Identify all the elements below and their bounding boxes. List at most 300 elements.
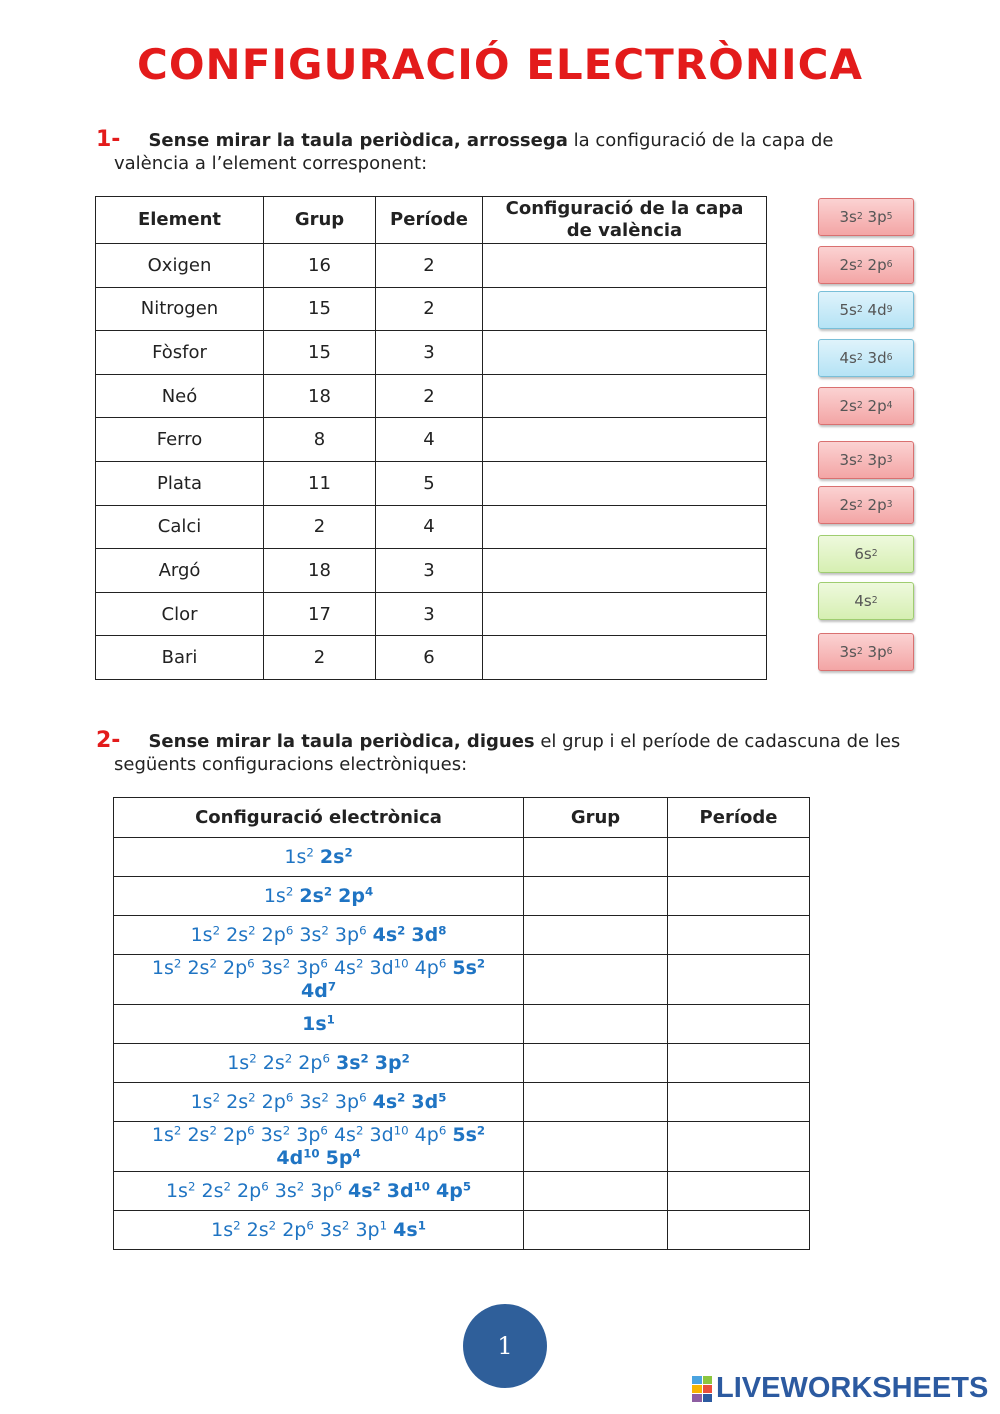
orbital: 3p [296,956,321,979]
header-grup: Grup [264,197,376,244]
configuration-row [114,1211,810,1250]
orbital: 2p [222,1123,248,1146]
exponent: 4 [364,884,374,899]
header-configuracio-electronica: Configuració electrònica [114,798,524,838]
element-periode: 3 [376,549,483,593]
orbital: 1s [151,1123,174,1146]
exponent: 6 [322,1051,330,1066]
exponent: 6 [261,1179,269,1194]
orbital: 1s [190,1090,213,1113]
chip-orbital: 2p [867,256,887,274]
exponent: 2 [268,1218,277,1233]
element-name: Oxigen [96,244,264,288]
chip-orbital: 3d [867,349,887,367]
exponent: 2 [284,1051,293,1066]
element-table [95,196,767,680]
orbital-term [296,957,328,979]
orbital: 1s [263,884,286,907]
orbital-term [264,885,294,907]
chip-orbital: 3p [867,643,887,661]
page-number: 1 [463,1304,547,1388]
orbital-term [227,1052,257,1074]
drop-zone-configuracio[interactable] [483,505,767,549]
config-chip[interactable]: 5s 2 4d 9 [818,291,914,329]
orbital-term [301,980,336,1002]
question-2-line2: següents configuracions electròniques: [114,754,468,775]
element-grup: 15 [264,287,376,331]
orbital: 3s [336,1051,361,1074]
orbital-term [411,1091,446,1113]
chip-orbital: 4s [839,349,857,367]
orbital: 3p [310,1179,335,1202]
exponent: 2 [476,1123,486,1138]
chip-orbital: 2s [839,496,857,514]
header-periode: Període [668,798,810,838]
orbital-term [262,924,294,946]
question-2-rest: el grup i el període de cadascuna de les [534,731,901,752]
configuration-line [114,1180,523,1203]
exponent: 10 [393,1123,409,1138]
orbital-term [276,1147,319,1169]
answer-periode[interactable] [668,1211,810,1250]
exponent: 10 [303,1146,320,1161]
orbital-term [261,957,291,979]
exponent: 6 [334,1179,342,1194]
config-chip[interactable]: 2s 2 2p 4 [818,387,914,425]
electron-configuration [114,1044,524,1083]
orbital-term [373,924,406,946]
configuration-row [114,838,810,877]
answer-periode[interactable] [668,1172,810,1211]
orbital-term [336,1052,369,1074]
element-periode: 3 [376,592,483,636]
exponent: 6 [438,1123,447,1138]
configuration-row [114,916,810,955]
element-periode: 4 [376,418,483,462]
exponent: 2 [187,1179,196,1194]
element-row [96,636,767,680]
exponent: 2 [296,1179,305,1194]
element-name: Fòsfor [96,331,264,375]
configuration-line [114,1091,523,1114]
exponent: 4 [352,1146,361,1161]
orbital-term [302,1013,335,1035]
orbital: 4s [372,1090,398,1113]
configuration-line [114,846,523,869]
drop-zone-configuracio[interactable] [483,592,767,636]
orbital: 2p [282,1218,307,1241]
orbital: 1s [302,1012,327,1035]
orbital: 2s [226,923,249,946]
electron-configuration [114,1211,524,1250]
exponent: 6 [359,923,367,938]
element-grup: 18 [264,374,376,418]
orbital-term [223,957,255,979]
orbital-term [237,1180,269,1202]
chip-orbital: 2p [867,397,887,415]
orbital-term [282,1219,314,1241]
orbital-term [299,924,329,946]
question-1-rest: la configuració de la capa de [567,130,834,151]
exponent: 2 [344,845,353,860]
orbital-term [166,1180,196,1202]
orbital: 2s [187,1123,210,1146]
answer-grup[interactable] [524,1122,668,1172]
configuration-row [114,1122,810,1172]
orbital: 3p [334,923,360,946]
chip-orbital: 3s [839,208,857,226]
configuration-line [114,1124,523,1147]
electron-configuration [114,1005,524,1044]
orbital-term [298,1052,330,1074]
orbital-term [369,1124,408,1146]
answer-grup[interactable] [524,838,668,877]
orbital: 3s [299,1090,322,1113]
configuration-row [114,1044,810,1083]
answer-periode[interactable] [668,955,810,1005]
orbital: 2s [246,1218,269,1241]
orbital: 3d [411,1090,439,1113]
orbital-term [152,1124,182,1146]
orbital: 2p [261,923,286,946]
config-chip[interactable]: 2s 2 2p 3 [818,486,914,524]
orbital-term [348,1180,381,1202]
orbital: 4s [333,1123,356,1146]
exponent: 6 [285,1090,294,1105]
brand-text: LIVEWORKSHEETS [716,1372,989,1404]
exponent: 1 [326,1012,335,1027]
configuration-line [114,885,523,908]
configuration-line [114,957,523,980]
orbital: 4s [333,956,356,979]
exponent: 2 [397,923,406,938]
orbital: 1s [165,1179,188,1202]
orbital-term [262,1091,294,1113]
orbital: 3d [369,1123,394,1146]
exponent: 2 [285,884,294,899]
orbital: 1s [284,845,307,868]
answer-grup[interactable] [524,1172,668,1211]
orbital: 2s [226,1090,249,1113]
exponent: 2 [321,1090,329,1105]
exponent: 2 [306,845,314,860]
exponent: 2 [212,923,221,938]
exponent: 2 [341,1218,350,1233]
answer-grup[interactable] [524,916,668,955]
page-title: CONFIGURACIÓ ELECTRÒNICA [137,40,863,89]
element-name: Calci [96,505,264,549]
orbital: 4p [414,1123,439,1146]
configuration-row [114,1172,810,1211]
element-name: Nitrogen [96,287,264,331]
orbital: 1s [211,1218,234,1241]
element-grup: 11 [264,461,376,505]
exponent: 2 [282,956,291,971]
exponent: 2 [355,1123,364,1138]
orbital: 1s [190,923,213,946]
chip-orbital: 3p [867,451,887,469]
configuration-row [114,1083,810,1122]
orbital-term [223,1124,255,1146]
answer-periode[interactable] [668,1005,810,1044]
orbital: 1s [227,1051,250,1074]
exponent: 2 [249,1051,257,1066]
answer-periode[interactable] [668,916,810,955]
orbital-term [226,924,256,946]
exponent: 6 [247,956,255,971]
exponent: 6 [306,1218,314,1233]
orbital-term [452,957,485,979]
orbital: 5s [452,956,477,979]
drop-zone-configuracio[interactable] [483,418,767,462]
exponent: 5 [438,1090,447,1105]
exponent: 2 [282,1123,291,1138]
orbital: 3s [260,1123,283,1146]
config-chip[interactable]: 3s 2 3p 3 [818,441,914,479]
chip-orbital: 6s [854,545,872,563]
exponent: 2 [212,1090,221,1105]
configuration-line [114,924,523,947]
drop-zone-configuracio[interactable] [483,244,767,288]
answer-periode[interactable] [668,1083,810,1122]
orbital: 5p [325,1146,353,1169]
orbital: 3d [411,923,439,946]
orbital-term [187,957,217,979]
orbital-term [387,1180,430,1202]
answer-grup[interactable] [524,955,668,1005]
electron-configuration [114,955,524,1005]
orbital-term [415,1124,447,1146]
element-periode: 2 [376,244,483,288]
orbital: 2s [187,956,210,979]
orbital: 4s [348,1179,373,1202]
config-chip[interactable]: 2s 2 2p 6 [818,246,914,284]
orbital: 3s [299,923,322,946]
exponent: 10 [413,1179,430,1194]
electron-configuration [114,838,524,877]
question-2-bold: Sense mirar la taula periòdica, digues [148,731,535,752]
element-grup: 8 [264,418,376,462]
configuration-row [114,955,810,1005]
element-grup: 15 [264,331,376,375]
config-chip[interactable]: 4s 2 3d 6 [818,339,914,377]
config-chip[interactable]: 6s 2 [818,535,914,573]
exponent: 2 [209,1123,217,1138]
exponent: 5 [462,1179,472,1194]
exponent: 2 [323,884,333,899]
exponent: 2 [173,1123,182,1138]
element-periode: 3 [376,331,483,375]
liveworksheets-logo-icon [692,1376,712,1402]
element-name: Neó [96,374,264,418]
orbital-term [247,1219,277,1241]
config-chip[interactable]: 3s 2 3p 5 [818,198,914,236]
configuration-line [114,1219,523,1242]
orbital: 5s [452,1123,477,1146]
drop-zone-configuracio[interactable] [483,287,767,331]
orbital-term [299,885,332,907]
element-grup: 2 [264,636,376,680]
orbital: 4p [414,956,439,979]
orbital-term [373,1091,406,1113]
answer-grup[interactable] [524,1044,668,1083]
liveworksheets-brand [692,1372,988,1405]
orbital: 1s [151,956,174,979]
question-1-number: 1- [96,127,121,152]
orbital: 3p [355,1218,380,1241]
answer-grup[interactable] [524,1211,668,1250]
orbital: 3p [374,1051,402,1074]
element-row [96,331,767,375]
exponent: 2 [397,1090,406,1105]
element-periode: 6 [376,636,483,680]
orbital-term [326,1147,361,1169]
orbital: 2p [237,1179,262,1202]
element-grup: 18 [264,549,376,593]
orbital: 4d [300,979,328,1002]
chip-orbital: 2s [839,256,857,274]
orbital: 4d [276,1146,304,1169]
electron-configuration [114,1083,524,1122]
drop-zone-configuracio[interactable] [483,374,767,418]
exponent: 2 [248,923,256,938]
orbital-term [191,1091,221,1113]
orbital: 3s [274,1179,297,1202]
question-1 [96,128,833,175]
orbital-term [191,924,221,946]
element-grup: 16 [264,244,376,288]
configuration-row [114,877,810,916]
orbital: 4p [436,1179,463,1202]
orbital-term [261,1124,291,1146]
element-name: Bari [96,636,264,680]
element-row [96,418,767,462]
exponent: 10 [393,956,409,971]
answer-periode[interactable] [668,1044,810,1083]
element-row [96,287,767,331]
exponent: 2 [355,956,364,971]
exponent: 1 [379,1218,388,1233]
exponent: 2 [248,1090,256,1105]
exponent: 7 [327,979,336,994]
chip-orbital: 4d [867,301,887,319]
chip-orbital: 3p [867,208,887,226]
orbital: 2p [298,1051,323,1074]
configuration-line [114,1052,523,1075]
configuration-line [114,980,523,1003]
orbital-term [369,957,408,979]
element-periode: 4 [376,505,483,549]
element-periode: 5 [376,461,483,505]
exponent: 6 [359,1090,367,1105]
exponent: 2 [223,1179,231,1194]
electron-configuration [114,1122,524,1172]
orbital-term [335,1091,367,1113]
drop-zone-configuracio[interactable] [483,331,767,375]
orbital: 3d [386,1179,414,1202]
element-row [96,461,767,505]
answer-periode[interactable] [668,838,810,877]
orbital: 2p [261,1090,286,1113]
orbital-term [263,1052,293,1074]
chip-orbital: 3s [839,451,857,469]
header-configuracio: Configuració de la capa de valència [483,197,767,244]
exponent: 2 [209,956,217,971]
config-chip[interactable]: 3s 2 3p 6 [818,633,914,671]
element-grup: 2 [264,505,376,549]
drop-zone-configuracio[interactable] [483,549,767,593]
orbital: 2p [222,956,248,979]
chip-orbital: 4s [854,592,872,610]
orbital-term [375,1052,410,1074]
orbital-term [299,1091,329,1113]
orbital: 2s [201,1179,224,1202]
element-row [96,374,767,418]
answer-grup[interactable] [524,877,668,916]
exponent: 2 [372,1179,381,1194]
answer-grup[interactable] [524,1005,668,1044]
orbital-term [226,1091,256,1113]
answer-periode[interactable] [668,877,810,916]
exponent: 1 [417,1218,426,1233]
header-element: Element [96,197,264,244]
orbital-term [187,1124,217,1146]
question-1-line2: valència a l’element corresponent: [114,153,428,174]
electron-configuration [114,1172,524,1211]
orbital-term [335,924,367,946]
orbital: 2s [319,845,345,868]
config-chip[interactable]: 4s 2 [818,582,914,620]
orbital: 3p [296,1123,321,1146]
element-row [96,549,767,593]
drop-zone-configuracio[interactable] [483,461,767,505]
orbital-term [452,1124,485,1146]
exponent: 8 [438,923,447,938]
element-name: Plata [96,461,264,505]
exponent: 6 [320,1123,328,1138]
configuration-line [114,1013,523,1036]
element-grup: 17 [264,592,376,636]
orbital-term [334,1124,364,1146]
orbital-term [355,1219,387,1241]
orbital: 4s [393,1218,418,1241]
configuration-line [114,1147,523,1170]
header-grup: Grup [524,798,668,838]
element-row [96,505,767,549]
electron-configuration [114,916,524,955]
electron-configuration [114,877,524,916]
answer-grup[interactable] [524,1083,668,1122]
orbital: 3s [319,1218,342,1241]
answer-periode[interactable] [668,1122,810,1172]
orbital-term [415,957,447,979]
orbital: 2s [262,1051,285,1074]
orbital-term [296,1124,328,1146]
element-row [96,244,767,288]
orbital: 4s [372,923,398,946]
exponent: 6 [247,1123,255,1138]
orbital-term [284,846,314,868]
orbital: 2s [299,884,324,907]
orbital-term [275,1180,305,1202]
exponent: 2 [476,956,486,971]
exponent: 2 [321,923,329,938]
element-name: Argó [96,549,264,593]
drop-zone-configuracio[interactable] [483,636,767,680]
element-name: Ferro [96,418,264,462]
orbital: 3d [369,956,394,979]
question-2 [96,729,900,776]
